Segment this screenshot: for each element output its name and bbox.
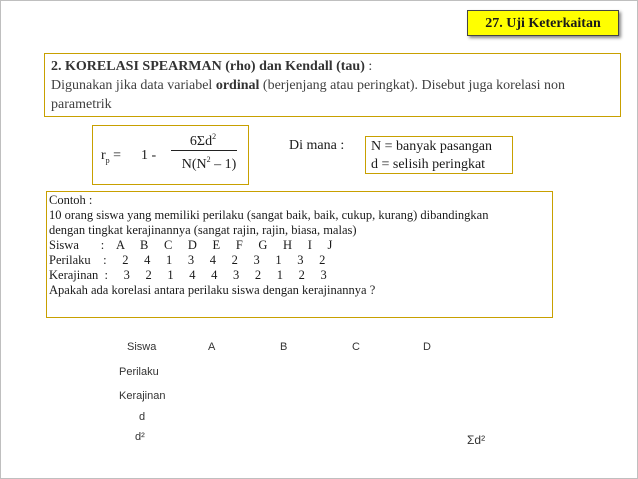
table-col-c: C — [352, 341, 360, 353]
numerator-text: 6Σd — [189, 134, 213, 149]
table-col-d: D — [423, 341, 431, 353]
definition-d: d = selisih peringkat — [371, 157, 486, 172]
denominator-sup: 2 — [206, 155, 211, 164]
table-col-b: B — [280, 341, 288, 353]
example-question: Apakah ada korelasi antara perilaku siswa dengan kerajinannya ? — [49, 283, 376, 297]
heading-colon: : — [364, 59, 373, 74]
fraction-line — [171, 150, 237, 151]
kerajinan-row: Kerajinan : 3 2 1 4 4 3 2 1 2 3 — [49, 268, 327, 282]
table-kerajinan-label: Kerajinan — [119, 390, 166, 402]
definitions-box — [365, 136, 513, 174]
formula-denominator — [169, 155, 249, 173]
numerator-sup: 2 — [212, 132, 217, 141]
slide-title: 27. Uji Keterkaitan — [467, 10, 619, 36]
example-label: Contoh : — [49, 193, 93, 207]
definition-n: N = banyak pasangan — [371, 139, 493, 154]
desc-after: (berjenjang atau peringkat). Disebut juga korelasi non parametrik — [51, 78, 565, 112]
rho-subscript: p — [105, 155, 110, 165]
table-sum-label: Σd² — [467, 433, 486, 447]
example-box — [46, 191, 553, 318]
desc-bold: ordinal — [215, 78, 260, 93]
denominator-b: – 1) — [210, 157, 237, 172]
table-col-a: A — [208, 341, 216, 353]
table-d-label: d — [139, 411, 146, 423]
equals-sign: = — [113, 148, 122, 163]
formula-box — [92, 125, 249, 185]
siswa-row: Siswa : A B C D E F G H I J — [49, 238, 333, 252]
method-heading: 2. KORELASI SPEARMAN (rho) dan Kendall (tau) — [51, 59, 365, 74]
perilaku-row: Perilaku : 2 4 1 3 4 2 3 1 3 2 — [49, 253, 326, 267]
example-line-2: dengan tingkat kerajinannya (sangat rajin, rajin, biasa, malas) — [49, 223, 357, 237]
formula-numerator — [168, 132, 238, 150]
table-siswa-label: Siswa — [127, 341, 157, 353]
table-perilaku-label: Perilaku — [119, 366, 159, 378]
rho-symbol: r — [101, 148, 106, 163]
example-line-1: 10 orang siswa yang memiliki perilaku (sangat baik, baik, cukup, kurang) dibandingkan — [49, 208, 489, 222]
dimana-label: Di mana : — [289, 138, 345, 153]
denominator-a: N(N — [181, 157, 207, 172]
table-d2-label: d² — [135, 431, 145, 443]
header-box — [44, 53, 621, 117]
formula-lhs — [101, 148, 121, 165]
desc-before: Digunakan jika data variabel — [51, 78, 216, 93]
one-minus: 1 - — [141, 148, 157, 163]
